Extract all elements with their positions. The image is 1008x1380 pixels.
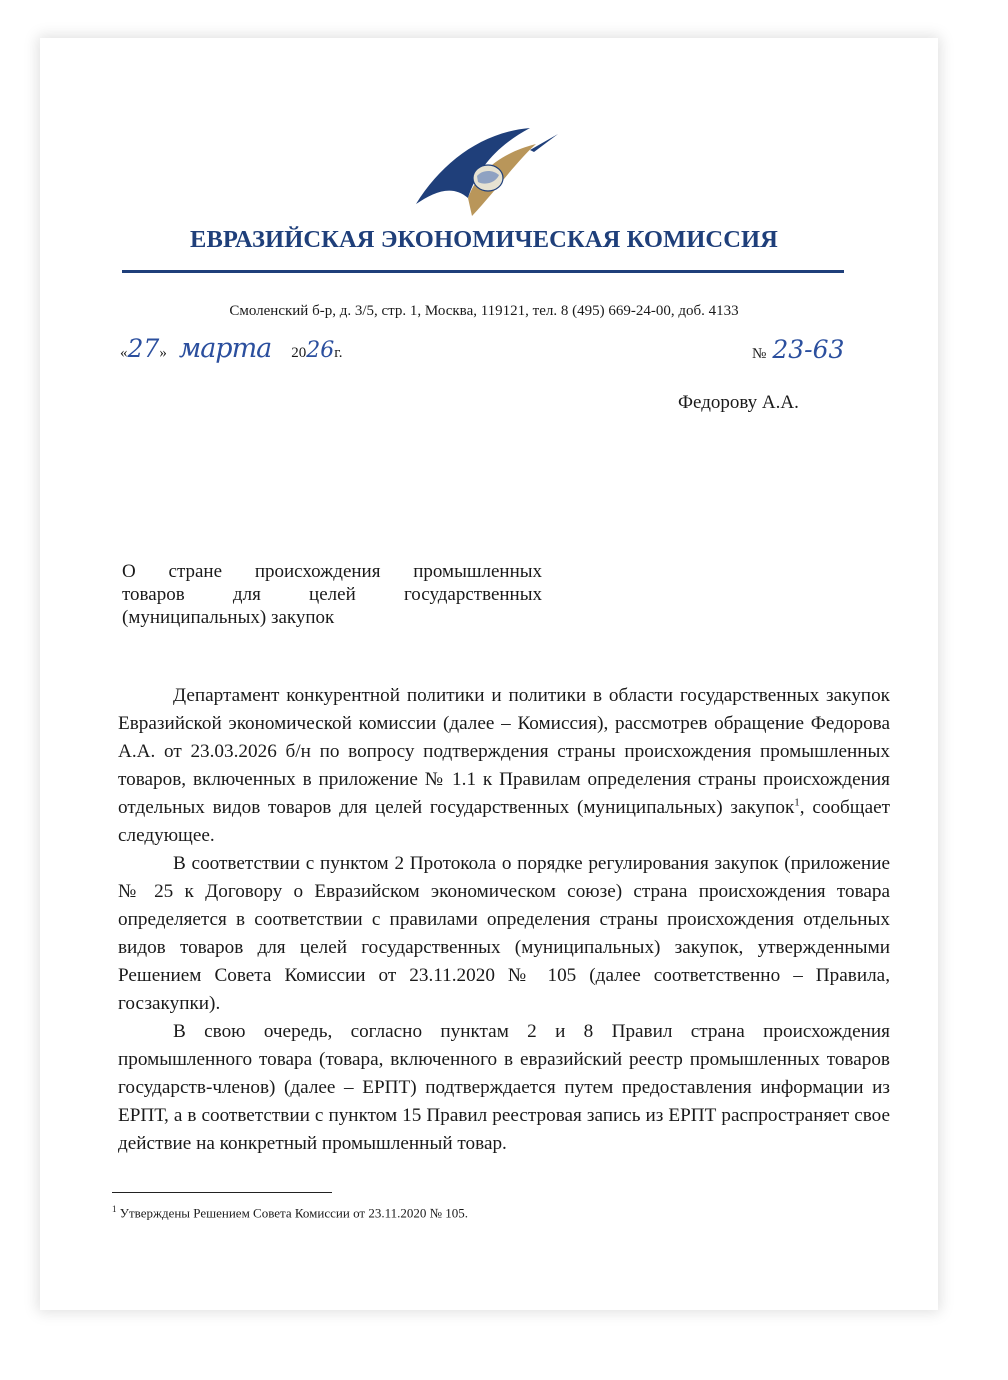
footnote-reference: 1: [794, 796, 800, 809]
letter-number: [752, 335, 844, 364]
organization-name: ЕВРАЗИЙСКАЯ ЭКОНОМИЧЕСКАЯ КОМИССИЯ: [190, 226, 778, 253]
eurasian-commission-logo-icon: [412, 122, 558, 216]
body-paragraph: [118, 682, 890, 850]
date-year-prefix: 20: [291, 345, 307, 361]
footnote: [112, 1204, 468, 1221]
footnote-text: Утверждены Решением Совета Комиссии от 23.11.2020 № 105.: [119, 1205, 469, 1221]
body-paragraph: В соответствии с пунктом 2 Протокола о порядке регулирования закупок (приложение № 25 к Договору о Евразийском экономическом союзе) страна происхождения товара определяется в соответствии с правилами определения страны происхождения отдельных видов товаров для целей государственных (муниципальных) закупок, утвержденными Решением Совета Комиссии от 23.11.2020 № 105 (далее соответственно – Правила, госзакупки).: [118, 853, 890, 1014]
date-month: марта: [178, 333, 272, 364]
header-divider: [122, 270, 844, 273]
date-close-quote: »: [159, 345, 167, 361]
letter-page: [40, 38, 938, 1310]
subject-line: товаров для целей государственных: [122, 584, 542, 605]
number-label: №: [752, 346, 767, 362]
date-day: 27: [127, 334, 160, 363]
recipient-name: Федорову А.А.: [678, 392, 799, 413]
paragraph-text-end: , сообщает следующее.: [118, 797, 890, 846]
number-value: 23-63: [772, 335, 845, 364]
date-year-suffix: 26: [306, 338, 335, 363]
footnote-divider: [112, 1192, 332, 1193]
date-year-unit: г.: [334, 345, 343, 361]
organization-address: Смоленский б-р, д. 3/5, стр. 1, Москва, 119121, тел. 8 (495) 669-24-00, доб. 4133: [229, 303, 739, 319]
subject-line: О стране происхождения промышленных: [122, 561, 542, 582]
paragraph-text: Департамент конкурентной политики и политики в области государственных закупок Евразийской экономической комиссии (далее – Комиссия), рассмотрев обращение Федорова А.А. от 23.03.2026 б/н по вопросу подтверждения страны происхождения промышленных товаров, включенных в приложение № 1.1 к Правилам определения страны происхождения отдельных видов товаров для целей государственных (муниципальных) закупок: [118, 685, 890, 818]
date-open-quote: «: [120, 345, 128, 361]
letter-subject: [122, 560, 542, 629]
letter-body: [118, 682, 890, 1158]
footnote-mark: 1: [112, 1204, 117, 1214]
subject-line: (муниципальных) закупок: [122, 607, 335, 628]
letter-date: [120, 333, 343, 364]
body-paragraph: В свою очередь, согласно пунктам 2 и 8 Правил страна происхождения промышленного товара (товара, включенного в евразийский реестр промышленных товаров государств-членов) (далее – ЕРПТ) подтверждается путем предоставления информации из ЕРПТ, а в соответствии с пунктом 15 Правил реестровая запись из ЕРПТ распространяет свое действие на конкретный промышленный товар.: [118, 1021, 890, 1154]
